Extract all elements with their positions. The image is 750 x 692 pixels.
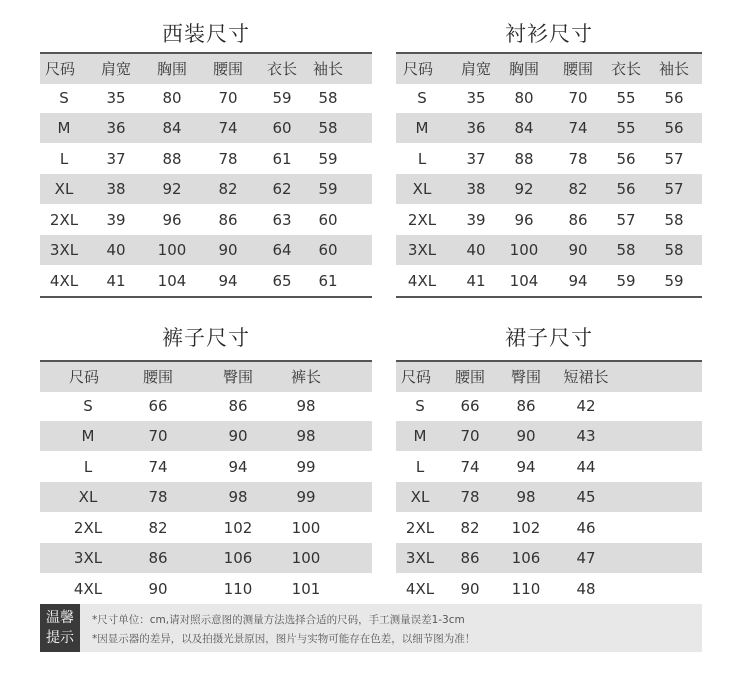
table-cell: XL [54, 180, 74, 198]
shirt-size-section [396, 14, 702, 298]
table-cell: 47 [576, 549, 596, 567]
table-cell: 56 [664, 88, 684, 107]
table-cell: 36 [106, 119, 126, 137]
column-header: 腰围 [454, 368, 485, 386]
table-cell: 39 [466, 210, 486, 229]
table-cell: 35 [466, 88, 486, 107]
table-row [396, 266, 702, 296]
tips-line-2: *因显示器的差异，以及拍摄光景原因，图片与实物可能存在色差，以细节图为准！ [92, 633, 476, 645]
table-cell: 82 [218, 180, 238, 198]
table-cell: 80 [514, 88, 534, 107]
table-cell: 63 [272, 210, 292, 229]
table-cell: 2XL [73, 518, 103, 537]
table-cell: 46 [576, 518, 596, 537]
table-cell: 74 [460, 457, 480, 476]
pants-header-row [40, 360, 372, 392]
skirt-size-title: 裙子尺寸 [505, 326, 593, 350]
table-cell: 86 [228, 396, 248, 415]
table-cell: 44 [576, 457, 596, 476]
table-cell: 110 [223, 579, 253, 598]
table-cell: 96 [162, 210, 182, 229]
table-row [396, 144, 702, 174]
table-cell: 4XL [407, 271, 437, 290]
table-cell: 102 [511, 518, 541, 537]
table-cell: 66 [460, 396, 480, 415]
table-cell: 61 [272, 149, 292, 168]
table-cell: 58 [616, 241, 636, 259]
table-cell: 40 [106, 241, 126, 259]
table-cell: 41 [106, 271, 126, 290]
table-cell: XL [410, 488, 430, 506]
table-cell: 94 [218, 271, 238, 290]
table-cell: 98 [296, 396, 316, 415]
table-cell: 78 [568, 149, 588, 168]
table-cell: L [59, 149, 69, 168]
table-cell: 82 [148, 518, 168, 537]
table-cell: 94 [568, 271, 588, 290]
table-row [40, 391, 372, 421]
column-header: 肩宽 [100, 60, 131, 78]
table-cell: 92 [514, 180, 534, 198]
table-cell: M [81, 427, 95, 445]
table-cell: 56 [664, 119, 684, 137]
table-row [396, 513, 702, 543]
table-cell: M [415, 119, 429, 137]
table-cell: 94 [516, 457, 536, 476]
table-row [40, 574, 372, 604]
skirt-size-section [396, 318, 702, 604]
table-cell: 94 [228, 457, 248, 476]
table-cell: 80 [162, 88, 182, 107]
table-cell: 43 [576, 427, 596, 445]
table-row [396, 205, 702, 235]
suit-header-row [40, 52, 372, 84]
table-row [396, 452, 702, 482]
table-cell: 90 [568, 241, 588, 259]
table-cell: 2XL [49, 210, 79, 229]
table-cell: 39 [106, 210, 126, 229]
table-cell: 92 [162, 180, 182, 198]
table-cell: 86 [460, 549, 480, 567]
table-row [396, 421, 702, 451]
table-cell: 59 [664, 271, 684, 290]
table-cell: 70 [568, 88, 588, 107]
table-cell: 58 [318, 119, 338, 137]
table-cell: 36 [466, 119, 486, 137]
table-cell: S [415, 396, 425, 415]
column-header: 袖长 [658, 60, 689, 78]
table-cell: 35 [106, 88, 126, 107]
table-cell: S [417, 88, 427, 107]
table-cell: 90 [218, 241, 238, 259]
table-cell: 58 [664, 241, 684, 259]
table-cell: 100 [509, 241, 539, 259]
table-cell: 100 [291, 518, 321, 537]
table-cell: 48 [576, 579, 596, 598]
table-cell: 64 [272, 241, 292, 259]
table-row [396, 543, 702, 573]
column-header: 尺码 [44, 60, 75, 78]
table-cell: 65 [272, 271, 292, 290]
table-cell: 59 [318, 180, 338, 198]
table-cell: 100 [157, 241, 187, 259]
table-cell: 78 [460, 488, 480, 506]
table-row [40, 421, 372, 451]
table-cell: 78 [218, 149, 238, 168]
table-cell: 101 [291, 579, 321, 598]
column-header: 尺码 [402, 60, 433, 78]
table-cell: 60 [272, 119, 292, 137]
column-header: 肩宽 [460, 60, 491, 78]
table-row [396, 391, 702, 421]
tips-line-1: *尺寸单位：cm,请对照示意图的测量方法选择合适的尺码，手工测量误差1-3cm [92, 614, 465, 626]
table-row [396, 482, 702, 512]
column-header: 胸围 [156, 60, 187, 78]
table-cell: 55 [616, 88, 636, 107]
table-row [396, 574, 702, 604]
table-cell: 104 [509, 271, 539, 290]
tips-label-line1: 温馨 [46, 610, 74, 626]
table-cell: 57 [664, 149, 684, 168]
table-cell: 86 [568, 210, 588, 229]
table-cell: 74 [568, 119, 588, 137]
column-header: 衣长 [266, 60, 297, 78]
table-row [40, 235, 372, 265]
table-row [40, 266, 372, 296]
table-cell: 74 [218, 119, 238, 137]
table-cell: 98 [516, 488, 536, 506]
column-header: 尺码 [400, 368, 431, 386]
table-cell: 90 [228, 427, 248, 445]
table-cell: 84 [162, 119, 182, 137]
table-cell: 3XL [405, 549, 435, 567]
table-cell: 38 [466, 180, 486, 198]
suit-size-section [40, 14, 372, 298]
column-header: 裤长 [290, 368, 321, 386]
table-cell: L [83, 457, 93, 476]
table-cell: 99 [296, 488, 316, 506]
table-cell: 86 [148, 549, 168, 567]
column-header: 胸围 [508, 60, 539, 78]
table-cell: 106 [511, 549, 541, 567]
table-cell: 4XL [405, 579, 435, 598]
tips-label [40, 604, 80, 652]
table-cell: 59 [318, 149, 338, 168]
table-cell: 106 [223, 549, 253, 567]
table-cell: 57 [664, 180, 684, 198]
table-cell: 86 [218, 210, 238, 229]
table-cell: 98 [296, 427, 316, 445]
table-row [40, 452, 372, 482]
table-cell: 60 [318, 210, 338, 229]
column-header: 臀围 [510, 368, 541, 386]
table-cell: 90 [516, 427, 536, 445]
pants-size-section [40, 318, 372, 604]
table-cell: 88 [514, 149, 534, 168]
table-cell: 2XL [407, 210, 437, 229]
table-cell: XL [78, 488, 98, 506]
column-header: 腰围 [212, 60, 243, 78]
column-header: 臀围 [222, 368, 253, 386]
table-cell: 70 [218, 88, 238, 107]
shirt-bottom-rule [396, 296, 702, 298]
table-cell: 42 [576, 396, 596, 415]
table-cell: 74 [148, 457, 168, 476]
table-row [40, 205, 372, 235]
table-row [396, 174, 702, 204]
table-row [396, 235, 702, 265]
table-row [40, 144, 372, 174]
table-cell: M [413, 427, 427, 445]
table-cell: 62 [272, 180, 292, 198]
table-cell: 90 [460, 579, 480, 598]
table-row [40, 83, 372, 113]
skirt-header-row [396, 360, 702, 392]
shirt-size-title: 衬衫尺寸 [505, 22, 593, 46]
table-cell: 110 [511, 579, 541, 598]
table-cell: 102 [223, 518, 253, 537]
table-cell: 3XL [73, 549, 103, 567]
column-header: 腰围 [142, 368, 173, 386]
table-cell: 2XL [405, 518, 435, 537]
table-cell: 55 [616, 119, 636, 137]
tips-label-line2: 提示 [46, 630, 74, 646]
table-row [40, 513, 372, 543]
table-cell: 99 [296, 457, 316, 476]
table-cell: 41 [466, 271, 486, 290]
table-cell: 88 [162, 149, 182, 168]
table-cell: 82 [460, 518, 480, 537]
shirt-header-row [396, 52, 702, 84]
tips-box [40, 604, 702, 652]
table-cell: 58 [664, 210, 684, 229]
table-cell: 86 [516, 396, 536, 415]
table-row [40, 482, 372, 512]
table-cell: S [59, 88, 69, 107]
table-cell: 56 [616, 180, 636, 198]
table-cell: 61 [318, 271, 338, 290]
table-cell: 40 [466, 241, 486, 259]
table-cell: 57 [616, 210, 636, 229]
table-cell: 37 [106, 149, 126, 168]
table-cell: L [417, 149, 427, 168]
table-cell: 3XL [407, 241, 437, 259]
pants-size-title: 裤子尺寸 [162, 326, 250, 350]
table-cell: 84 [514, 119, 534, 137]
column-header: 衣长 [610, 60, 641, 78]
table-cell: 100 [291, 549, 321, 567]
table-cell: 82 [568, 180, 588, 198]
table-cell: 70 [148, 427, 168, 445]
table-cell: L [415, 457, 425, 476]
table-cell: 90 [148, 579, 168, 598]
table-row [396, 113, 702, 143]
table-cell: 104 [157, 271, 187, 290]
suit-size-title: 西装尺寸 [162, 22, 250, 46]
table-cell: 59 [616, 271, 636, 290]
column-header: 尺码 [68, 368, 99, 386]
column-header: 腰围 [562, 60, 593, 78]
table-cell: 38 [106, 180, 126, 198]
table-cell: 70 [460, 427, 480, 445]
table-cell: 45 [576, 488, 596, 506]
table-cell: 56 [616, 149, 636, 168]
table-row [40, 113, 372, 143]
table-row [40, 174, 372, 204]
column-header: 袖长 [312, 60, 343, 78]
table-row [40, 543, 372, 573]
column-header: 短裙长 [563, 368, 609, 386]
table-cell: 37 [466, 149, 486, 168]
table-cell: 3XL [49, 241, 79, 259]
table-cell: M [57, 119, 71, 137]
table-cell: 66 [148, 396, 168, 415]
table-cell: 59 [272, 88, 292, 107]
table-cell: 4XL [49, 271, 79, 290]
table-cell: 4XL [73, 579, 103, 598]
suit-bottom-rule [40, 296, 372, 298]
table-cell: S [83, 396, 93, 415]
table-cell: 98 [228, 488, 248, 506]
table-cell: XL [412, 180, 432, 198]
table-cell: 96 [514, 210, 534, 229]
table-cell: 58 [318, 88, 338, 107]
table-cell: 60 [318, 241, 338, 259]
table-cell: 78 [148, 488, 168, 506]
table-row [396, 83, 702, 113]
